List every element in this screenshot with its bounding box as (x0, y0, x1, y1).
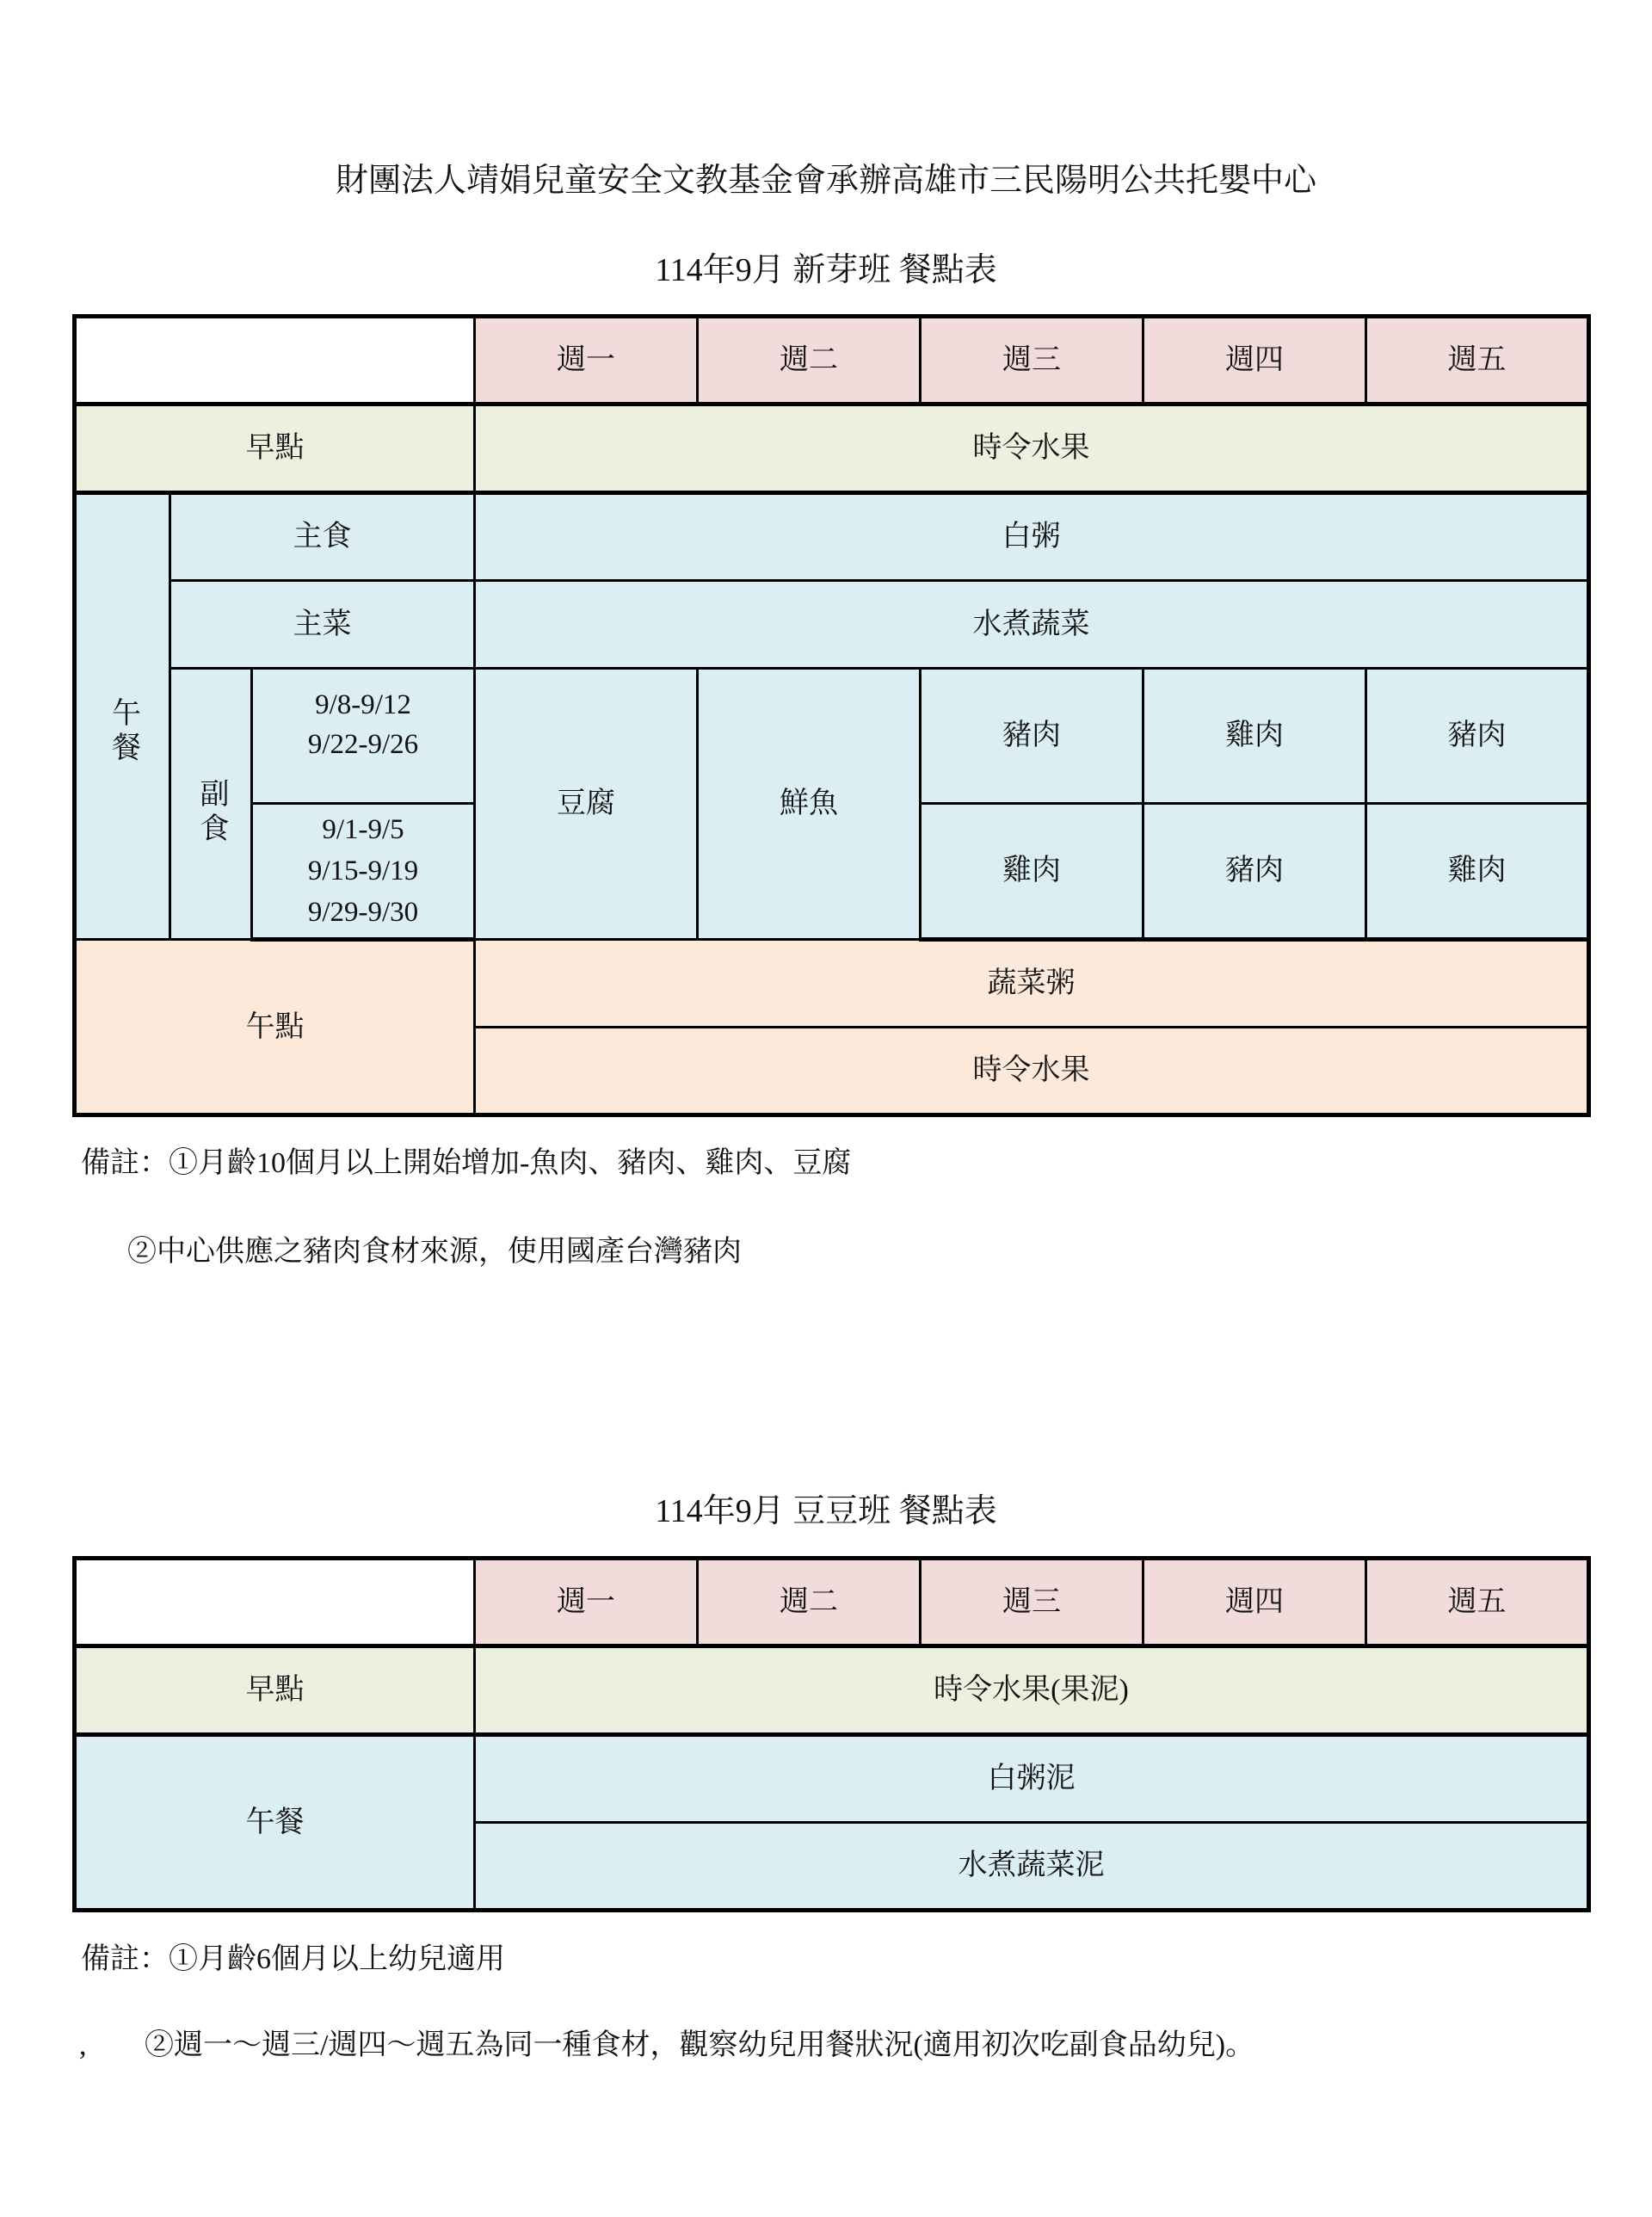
side-dish-label: 副食 (195, 778, 227, 847)
period-2-thursday: 豬肉 (1143, 804, 1366, 940)
breakfast-label: 早點 (75, 404, 475, 493)
breakfast-label: 早點 (75, 1646, 475, 1735)
header-thursday: 週四 (1143, 317, 1366, 404)
period-2-dates (252, 804, 475, 940)
afternoon-snack-label: 午點 (75, 940, 475, 1115)
menu-title-bean-class: 114年9月 豆豆班 餐點表 (655, 1493, 997, 1529)
lunch-staple-row (75, 493, 1589, 581)
note-1: 備註：①月齡10個月以上開始增加-魚肉、豬肉、雞肉、豆腐 (81, 1147, 852, 1179)
note-1: 備註：①月齡6個月以上幼兒適用 (81, 1943, 505, 1975)
side-dish-tuesday: 鮮魚 (698, 669, 921, 940)
main-dish-value: 水煮蔬菜 (475, 581, 1589, 669)
header-wednesday: 週三 (921, 317, 1143, 404)
header-corner-cell (75, 317, 475, 404)
header-monday: 週一 (475, 317, 698, 404)
note-2: ②中心供應之豬肉食材來源，使用國產台灣豬肉 (127, 1236, 742, 1268)
period-1-wednesday: 豬肉 (921, 669, 1143, 804)
menu-table-sprout-class (72, 314, 1591, 1117)
lunch-item: 白粥泥 (475, 1735, 1589, 1823)
staple-label: 主食 (170, 493, 475, 581)
lunch-main-dish-row (75, 581, 1589, 669)
header-friday: 週五 (1366, 317, 1589, 404)
date-range: 9/15-9/19 (307, 855, 419, 886)
period-2-wednesday: 雞肉 (921, 804, 1143, 940)
header-friday: 週五 (1366, 1559, 1589, 1646)
period-2-friday: 雞肉 (1366, 804, 1589, 940)
stray-comma: , (79, 2029, 87, 2061)
breakfast-value: 時令水果 (475, 404, 1589, 493)
side-dish-monday: 豆腐 (475, 669, 698, 940)
menu-table-bean-class (72, 1556, 1591, 1912)
afternoon-snack-item: 蔬菜粥 (475, 940, 1589, 1028)
header-tuesday: 週二 (698, 317, 921, 404)
date-range: 9/22-9/26 (307, 729, 419, 760)
side-dish-label-cell (170, 669, 252, 940)
period-1-friday: 豬肉 (1366, 669, 1589, 804)
header-corner-cell (75, 1559, 475, 1646)
note-2: ②週一～週三/週四～週五為同一種食材，觀察幼兒用餐狀況(適用初次吃副食品幼兒)。 (145, 2029, 1255, 2061)
lunch-item: 水煮蔬菜泥 (475, 1823, 1589, 1911)
period-1-thursday: 雞肉 (1143, 669, 1366, 804)
date-range: 9/29-9/30 (307, 897, 419, 928)
afternoon-snack-item: 時令水果 (475, 1028, 1589, 1115)
date-range: 9/1-9/5 (322, 814, 404, 845)
lunch-label-cell (75, 493, 170, 940)
lunch-label: 午餐 (107, 697, 139, 766)
breakfast-row (75, 1646, 1589, 1735)
lunch-row-1 (75, 1735, 1589, 1823)
breakfast-value: 時令水果(果泥) (475, 1646, 1589, 1735)
period-1-dates (252, 669, 475, 804)
lunch-label: 午餐 (75, 1735, 475, 1911)
weekday-header-row (75, 317, 1589, 404)
menu-title-sprout-class: 114年9月 新芽班 餐點表 (655, 252, 997, 288)
header-thursday: 週四 (1143, 1559, 1366, 1646)
afternoon-snack-row-1 (75, 940, 1589, 1028)
staple-value: 白粥 (475, 493, 1589, 581)
date-range: 9/8-9/12 (315, 689, 411, 720)
header-monday: 週一 (475, 1559, 698, 1646)
breakfast-row (75, 404, 1589, 493)
main-dish-label: 主菜 (170, 581, 475, 669)
header-wednesday: 週三 (921, 1559, 1143, 1646)
weekday-header-row (75, 1559, 1589, 1646)
header-tuesday: 週二 (698, 1559, 921, 1646)
organization-title: 財團法人靖娟兒童安全文教基金會承辦高雄市三民陽明公共托嬰中心 (335, 163, 1316, 199)
side-dish-period-1-row (75, 669, 1589, 804)
